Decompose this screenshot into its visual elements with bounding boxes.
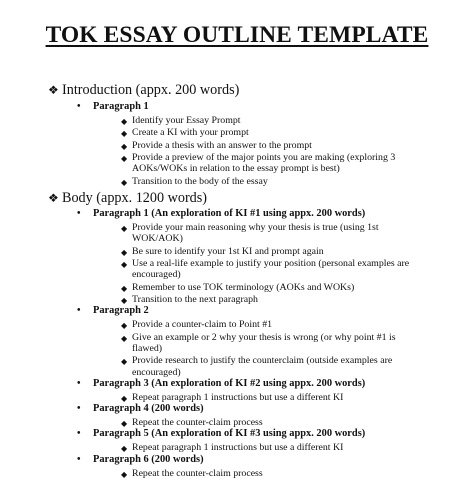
list-item-text: Repeat the counter-claim process	[132, 417, 263, 429]
list-item	[120, 152, 410, 174]
list-item-text: Transition to the body of the essay	[132, 175, 268, 187]
bullet-icon: •	[77, 305, 81, 317]
list-item	[120, 417, 410, 428]
bullet-icon: ◆	[121, 469, 128, 479]
list-item-text: Repeat paragraph 1 instructions but use a different KI	[132, 391, 344, 403]
bullet-icon: ◆	[121, 154, 128, 164]
body-paragraph-4-items	[120, 417, 410, 428]
intro-paragraphs	[77, 101, 428, 187]
bullet-icon: ◆	[121, 247, 128, 257]
list-item	[120, 332, 410, 354]
body-paragraph-5	[77, 428, 438, 441]
list-item	[120, 140, 410, 151]
list-item	[120, 355, 410, 377]
paragraph-label: Paragraph 4 (200 words)	[93, 403, 204, 415]
paragraph-label: Paragraph 1	[93, 101, 149, 112]
body-heading: Body (appx. 1200 words)	[62, 190, 208, 206]
diamond-bullet-icon: ❖	[48, 83, 59, 97]
body-paragraph-1	[77, 208, 438, 221]
list-item-text: Be sure to identify your 1st KI and prompt again	[132, 245, 324, 257]
list-item	[120, 294, 410, 305]
list-item-text: Use a real-life example to justify your position (personal examples are encouraged)	[132, 258, 410, 281]
page-title: TOK ESSAY OUTLINE TEMPLATE	[45, 22, 429, 48]
list-item-text: Provide your main reasoning why your thesis is true (using 1st WOK/AOK)	[132, 222, 379, 245]
intro-section	[48, 82, 428, 187]
list-item	[120, 468, 410, 479]
body-paragraph-3-items	[120, 392, 410, 403]
list-item	[120, 392, 410, 403]
bullet-icon: ◆	[121, 296, 128, 306]
body-paragraph-6	[77, 454, 438, 467]
bullet-icon: •	[77, 403, 81, 415]
bullet-icon: ◆	[121, 129, 128, 139]
bullet-icon: ◆	[121, 393, 128, 403]
diamond-bullet-icon: ❖	[48, 191, 59, 205]
bullet-icon: •	[77, 208, 81, 219]
list-item-text: Repeat paragraph 1 instructions but use a different KI	[132, 442, 344, 454]
list-item-text: Provide a counter-claim to Point #1	[132, 319, 273, 331]
body-paragraph-5-items	[120, 442, 410, 453]
body-section	[48, 190, 438, 479]
intro-heading-row	[48, 82, 428, 99]
list-item	[120, 246, 410, 257]
list-item	[120, 115, 410, 126]
bullet-icon: ◆	[121, 419, 128, 429]
body-paragraph-1-items	[120, 222, 410, 305]
intro-heading: Introduction (appx. 200 words)	[62, 82, 240, 98]
bullet-icon: •	[77, 101, 81, 112]
bullet-icon: ◆	[121, 224, 128, 234]
body-paragraph-4	[77, 403, 438, 416]
bullet-icon: ◆	[121, 283, 128, 293]
body-paragraph-2	[77, 305, 438, 318]
list-item-text: Provide a thesis with an answer to the prompt	[132, 139, 312, 151]
bullet-icon: ◆	[121, 117, 128, 127]
bullet-icon: ◆	[121, 141, 128, 151]
paragraph-label: Paragraph 6 (200 words)	[93, 453, 204, 465]
list-item-text: Give an example or 2 why your thesis is wrong (or why point #1 is flawed)	[132, 331, 396, 354]
list-item-text: Repeat the counter-claim process	[132, 467, 263, 479]
paragraph-label: Paragraph 5 (An exploration of KI #3 using appx. 200 words)	[93, 428, 366, 440]
list-item-text: Identify your Essay Prompt	[132, 115, 241, 127]
bullet-icon: ◆	[121, 444, 128, 454]
list-item	[120, 442, 410, 453]
intro-paragraph-1	[77, 101, 428, 114]
body-paragraph-6-items	[120, 468, 410, 479]
bullet-icon: •	[77, 377, 81, 389]
intro-paragraph-1-items	[120, 115, 410, 187]
paragraph-label: Paragraph 3 (An exploration of KI #2 using appx. 200 words)	[93, 377, 366, 389]
list-item	[120, 127, 410, 138]
body-paragraph-3	[77, 378, 438, 391]
bullet-icon: ◆	[121, 177, 128, 187]
list-item	[120, 319, 410, 330]
list-item-text: Remember to use TOK terminology (AOKs and WOKs)	[132, 281, 355, 293]
list-item	[120, 282, 410, 293]
list-item-text: Provide research to justify the counterclaim (outside examples are encouraged)	[132, 355, 393, 378]
bullet-icon: ◆	[121, 357, 128, 367]
paragraph-label: Paragraph 1 (An exploration of KI #1 using appx. 200 words)	[93, 208, 366, 219]
list-item-text: Create a KI with your prompt	[132, 127, 249, 139]
body-paragraphs	[77, 208, 438, 479]
list-item	[120, 176, 410, 187]
bullet-icon: ◆	[121, 260, 128, 270]
body-paragraph-2-items	[120, 319, 410, 377]
body-heading-row	[48, 190, 438, 207]
bullet-icon: •	[77, 428, 81, 440]
list-item	[120, 258, 410, 280]
bullet-icon: •	[77, 453, 81, 465]
list-item-text: Provide a preview of the major points you are making (exploring 3 AOKs/WOKs in relation to the essay prompt is best)	[132, 152, 396, 175]
list-item	[120, 222, 410, 244]
paragraph-label: Paragraph 2	[93, 305, 149, 317]
bullet-icon: ◆	[121, 321, 128, 331]
bullet-icon: ◆	[121, 333, 128, 343]
list-item-text: Transition to the next paragraph	[132, 294, 258, 306]
